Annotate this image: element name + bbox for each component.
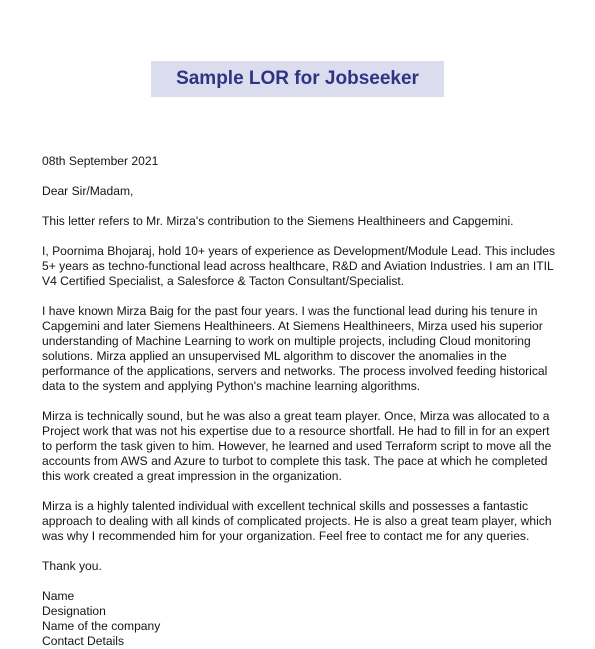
signature-name: Name bbox=[42, 589, 75, 603]
letter-paragraph-author: I, Poornima Bhojaraj, hold 10+ years of experience as Development/Module Lead. This includes 5+ years as techno-functional lead across healthcare, R&D and Aviation Industries. I am an ITIL V4 Certified Specialist, a Salesforce & Tacton Consultant/Specialist. bbox=[42, 244, 556, 288]
letter-closing: Thank you. bbox=[42, 559, 102, 573]
letter-salutation: Dear Sir/Madam, bbox=[42, 184, 134, 198]
signature-contact: Contact Details bbox=[42, 634, 125, 648]
title-banner bbox=[151, 61, 444, 97]
letter-body bbox=[42, 154, 562, 649]
letter-paragraph-teamwork: Mirza is technically sound, but he was also a great team player. Once, Mirza was allocated to a Project work that was not his expertise due to a resource shortfall. He had to fill in for an expert to perform the task given to him. However, he learned and used Terraform script to move all the accounts from AWS and Azure to turbot to complete this task. The pace at which he completed this work created a great impression in the organization. bbox=[42, 409, 552, 483]
signature-designation: Designation bbox=[42, 604, 106, 618]
letter-date: 08th September 2021 bbox=[42, 154, 159, 168]
letter-paragraph-intro: This letter refers to Mr. Mirza's contribution to the Siemens Healthineers and Capgemini. bbox=[42, 214, 514, 228]
letter-paragraph-experience: I have known Mirza Baig for the past four years. I was the functional lead during his tenure in Capgemini and later Siemens Healthineers. At Siemens Healthineers, Mirza used his superior understanding of Machine Learning to work on multiple projects, including Cloud monitoring solutions. Mirza applied an unsupervised ML algorithm to discover the anomalies in the performance of the applications, servers and networks. The process involved feeding historical data to the system and applying Python's machine learning algorithms. bbox=[42, 304, 548, 393]
page-title: Sample LOR for Jobseeker bbox=[176, 68, 419, 89]
letter-paragraph-recommendation: Mirza is a highly talented individual with excellent technical skills and possesses a fantastic approach to dealing with all kinds of complicated projects. He is also a great team player, which was why I recommended him for your organization. Feel free to contact me for any queries. bbox=[42, 499, 552, 543]
signature-company: Name of the company bbox=[42, 619, 161, 633]
signature-block bbox=[42, 589, 562, 649]
